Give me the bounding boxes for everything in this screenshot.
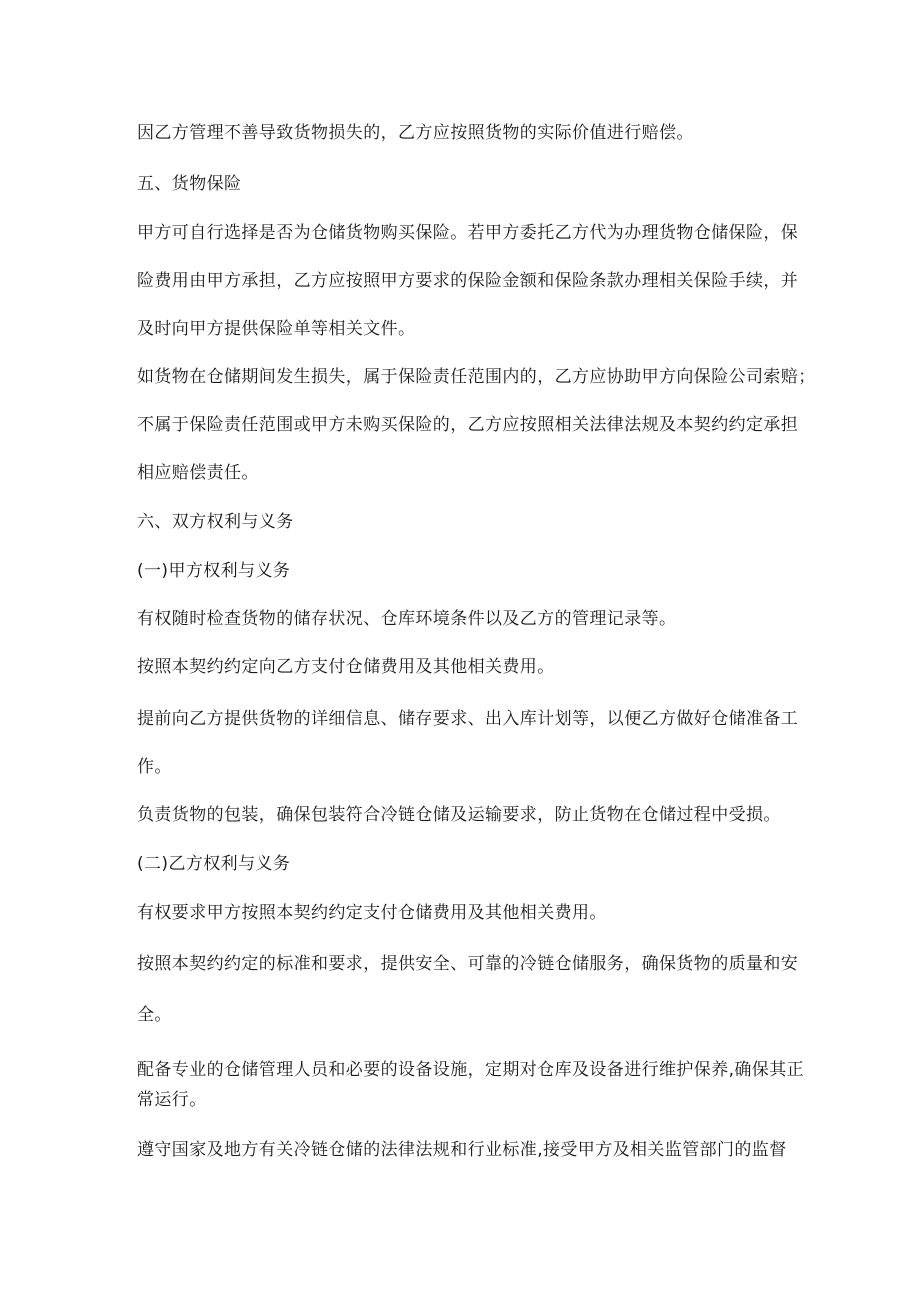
section-heading: 六、双方权利与义务 — [137, 512, 294, 532]
text-line: 及时向甲方提供保险单等相关文件。 — [137, 319, 416, 339]
text-line: 按照本契约约定向乙方支付仓储费用及其他相关费用。 — [137, 657, 555, 677]
text-line: 有权要求甲方按照本契约约定支付仓储费用及其他相关费用。 — [137, 903, 607, 923]
text-line: 甲方可自行选择是否为仓储货物购买保险。若甲方委托乙方代为办理货物仓储保险，保 — [137, 223, 799, 243]
text-line: 有权随时检查货物的储存状况、仓库环境条件以及乙方的管理记录等。 — [137, 609, 677, 629]
text-line: 遵守国家及地方有关冷链仓储的法律法规和行业标准,接受甲方及相关监管部门的监督 — [137, 1140, 787, 1160]
text-line: 作。 — [137, 757, 172, 777]
text-line: 提前向乙方提供货物的详细信息、储存要求、出入库计划等，以便乙方做好仓储准备工 — [137, 709, 799, 729]
text-line: 常运行。 — [137, 1090, 207, 1110]
section-heading: 五、货物保险 — [137, 174, 242, 194]
text-line: 险费用由甲方承担，乙方应按照甲方要求的保险金额和保险条款办理相关保险手续，并 — [137, 271, 799, 291]
text-line: 配备专业的仓储管理人员和必要的设备设施，定期对仓库及设备进行维护保养,确保其正 — [137, 1060, 805, 1080]
text-line: 相应赔偿责任。 — [137, 463, 259, 483]
subsection-heading: (二)乙方权利与义务 — [137, 854, 291, 874]
text-line: 全。 — [137, 1005, 172, 1025]
text-line: 不属于保险责任范围或甲方未购买保险的，乙方应按照相关法律法规及本契约约定承担 — [137, 415, 799, 435]
text-line: 负责货物的包装，确保包装符合冷链仓储及运输要求，防止货物在仓储过程中受损。 — [137, 805, 781, 825]
subsection-heading: (一)甲方权利与义务 — [137, 561, 291, 581]
text-line: 因乙方管理不善导致货物损失的，乙方应按照货物的实际价值进行赔偿。 — [137, 123, 694, 143]
text-line: 如货物在仓储期间发生损失，属于保险责任范围内的，乙方应协助甲方向保险公司索赔； — [137, 367, 816, 387]
text-line: 按照本契约约定的标准和要求，提供安全、可靠的冷链仓储服务，确保货物的质量和安 — [137, 954, 799, 974]
